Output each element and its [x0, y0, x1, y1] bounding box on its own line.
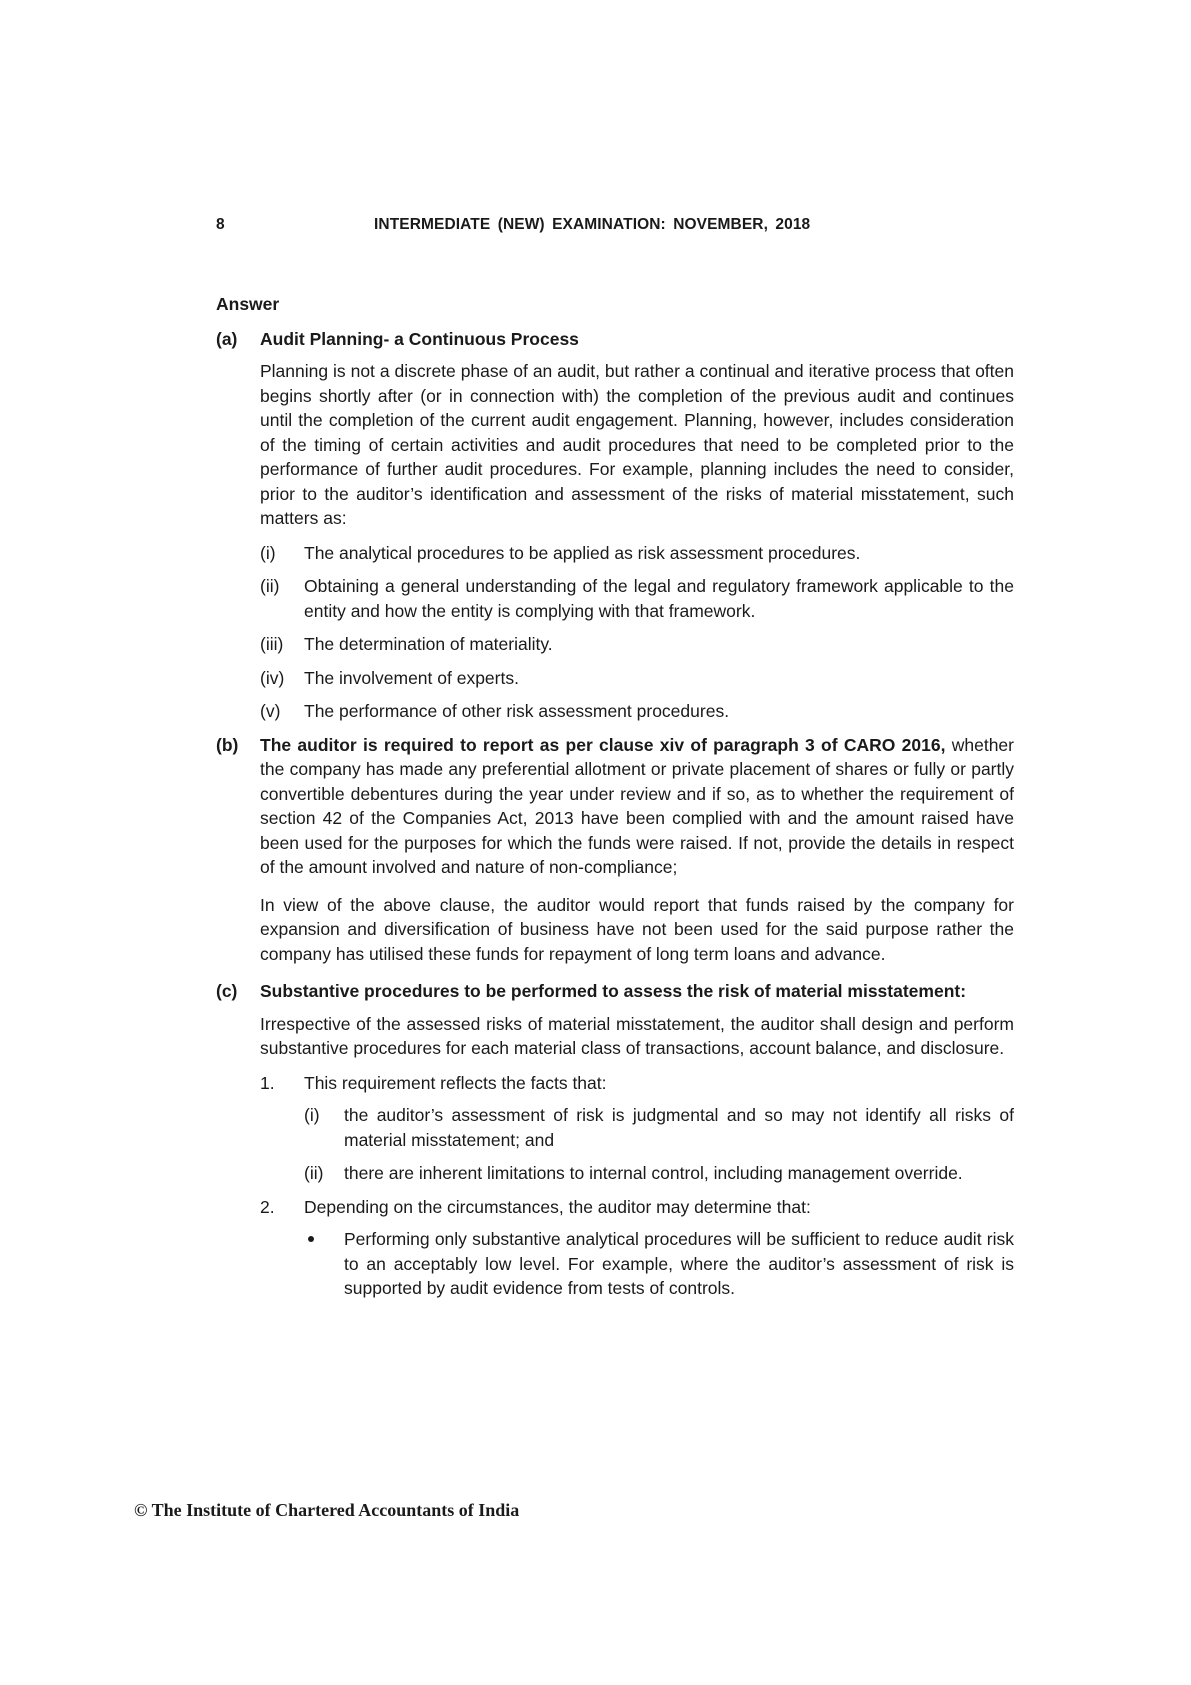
list-item-text: The analytical procedures to be applied as risk assessment procedures. — [304, 542, 861, 563]
list-item-text: there are inherent limitations to internal control, including management override. — [344, 1163, 963, 1183]
list-item — [304, 1161, 1014, 1186]
list-item — [304, 1103, 1014, 1152]
part-a — [216, 327, 1014, 724]
list-marker: (iv) — [260, 667, 285, 688]
list-item — [260, 541, 1014, 566]
part-c-sublist — [304, 1103, 1014, 1186]
part-a-label: (a) — [216, 328, 238, 349]
list-marker: (ii) — [260, 576, 280, 596]
page-header — [216, 216, 976, 240]
list-marker: (ii) — [304, 1163, 324, 1183]
answer-heading: Answer — [216, 294, 280, 314]
list-item-text: the auditor’s assessment of risk is judgmental and so may not identify all risks of material misstatement; and — [344, 1105, 1014, 1150]
document-body — [216, 292, 1014, 1310]
part-c-heading: Substantive procedures to be performed to assess the risk of material misstatement: — [260, 981, 967, 1001]
part-a-paragraph: Planning is not a discrete phase of an audit, but rather a continual and iterative process that often begins shortly after (or in connection with) the completion of the previous audit and continues until the completion of the current audit engagement. Planning, however, includes consideration of the timing of certain activities and audit procedures that need to be completed prior to the performance of further audit procedures. For example, planning includes the need to consider, prior to the auditor’s identification and assessment of the risks of material misstatement, such matters as: — [260, 361, 1014, 528]
list-item — [260, 666, 1014, 691]
list-item — [260, 632, 1014, 657]
part-b-paragraph-2: In view of the above clause, the auditor would report that funds raised by the company for expansion and diversification of business have not been used for the said purpose rather the company has utilised these funds for repayment of long term loans and advance. — [260, 894, 1014, 964]
part-a-heading: Audit Planning- a Continuous Process — [260, 328, 579, 349]
bullet-icon — [308, 1236, 314, 1242]
list-item — [304, 1227, 1014, 1301]
list-marker: 1. — [260, 1072, 275, 1093]
part-a-list — [260, 541, 1014, 724]
list-item-text: This requirement reflects the facts that: — [304, 1072, 607, 1093]
list-marker: (v) — [260, 701, 281, 721]
page-number: 8 — [216, 216, 225, 233]
list-item-text: Obtaining a general understanding of the legal and regulatory framework applicable to the entity and how the entity is complying with that framework. — [304, 576, 1014, 621]
list-item-text: The involvement of experts. — [304, 667, 519, 688]
part-c-list — [260, 1071, 1014, 1301]
part-c-label: (c) — [216, 981, 238, 1001]
part-c-paragraph: Irrespective of the assessed risks of material misstatement, the auditor shall design and perform substantive procedures for each material class of transactions, account balance, and disclosure. — [260, 1013, 1014, 1058]
part-c — [216, 979, 1014, 1301]
list-marker: 2. — [260, 1196, 275, 1217]
list-item-text: Depending on the circumstances, the auditor may determine that: — [304, 1196, 811, 1217]
list-item — [260, 574, 1014, 623]
part-c-bullets — [304, 1227, 1014, 1301]
list-item-text: The performance of other risk assessment procedures. — [304, 701, 730, 721]
part-b-paragraph — [260, 733, 1014, 880]
part-b-lead-rest: whether the company has made any preferential allotment or private placement of shares or fully or partly convertible debentures during the year under review and if so, as to whether the requirement of section 42 of the Companies Act, 2013 have been complied with and the amount raised have been used for the purposes for which the funds were raised. If not, provide the details in respect of the amount involved and nature of non-compliance; — [260, 734, 1014, 877]
list-marker: (i) — [304, 1105, 320, 1125]
list-item — [260, 699, 1014, 724]
part-b — [216, 733, 1014, 967]
running-title: INTERMEDIATE (NEW) EXAMINATION: NOVEMBER, 2018 — [374, 216, 811, 233]
part-b-lead-bold: The auditor is required to report as per clause xiv of paragraph 3 of CARO 2016, — [260, 734, 946, 755]
list-item — [260, 1071, 1014, 1186]
list-item-text: The determination of materiality. — [304, 634, 553, 654]
list-item-text: Performing only substantive analytical procedures will be sufficient to reduce audit risk to an acceptably low level. For example, where the auditor’s assessment of risk is supported by audit evidence from tests of controls. — [344, 1229, 1014, 1298]
list-marker: (iii) — [260, 634, 284, 654]
copyright-footer: © The Institute of Chartered Accountants of India — [134, 1500, 520, 1520]
part-b-label: (b) — [216, 734, 239, 755]
list-item — [260, 1195, 1014, 1301]
list-marker: (i) — [260, 542, 276, 563]
